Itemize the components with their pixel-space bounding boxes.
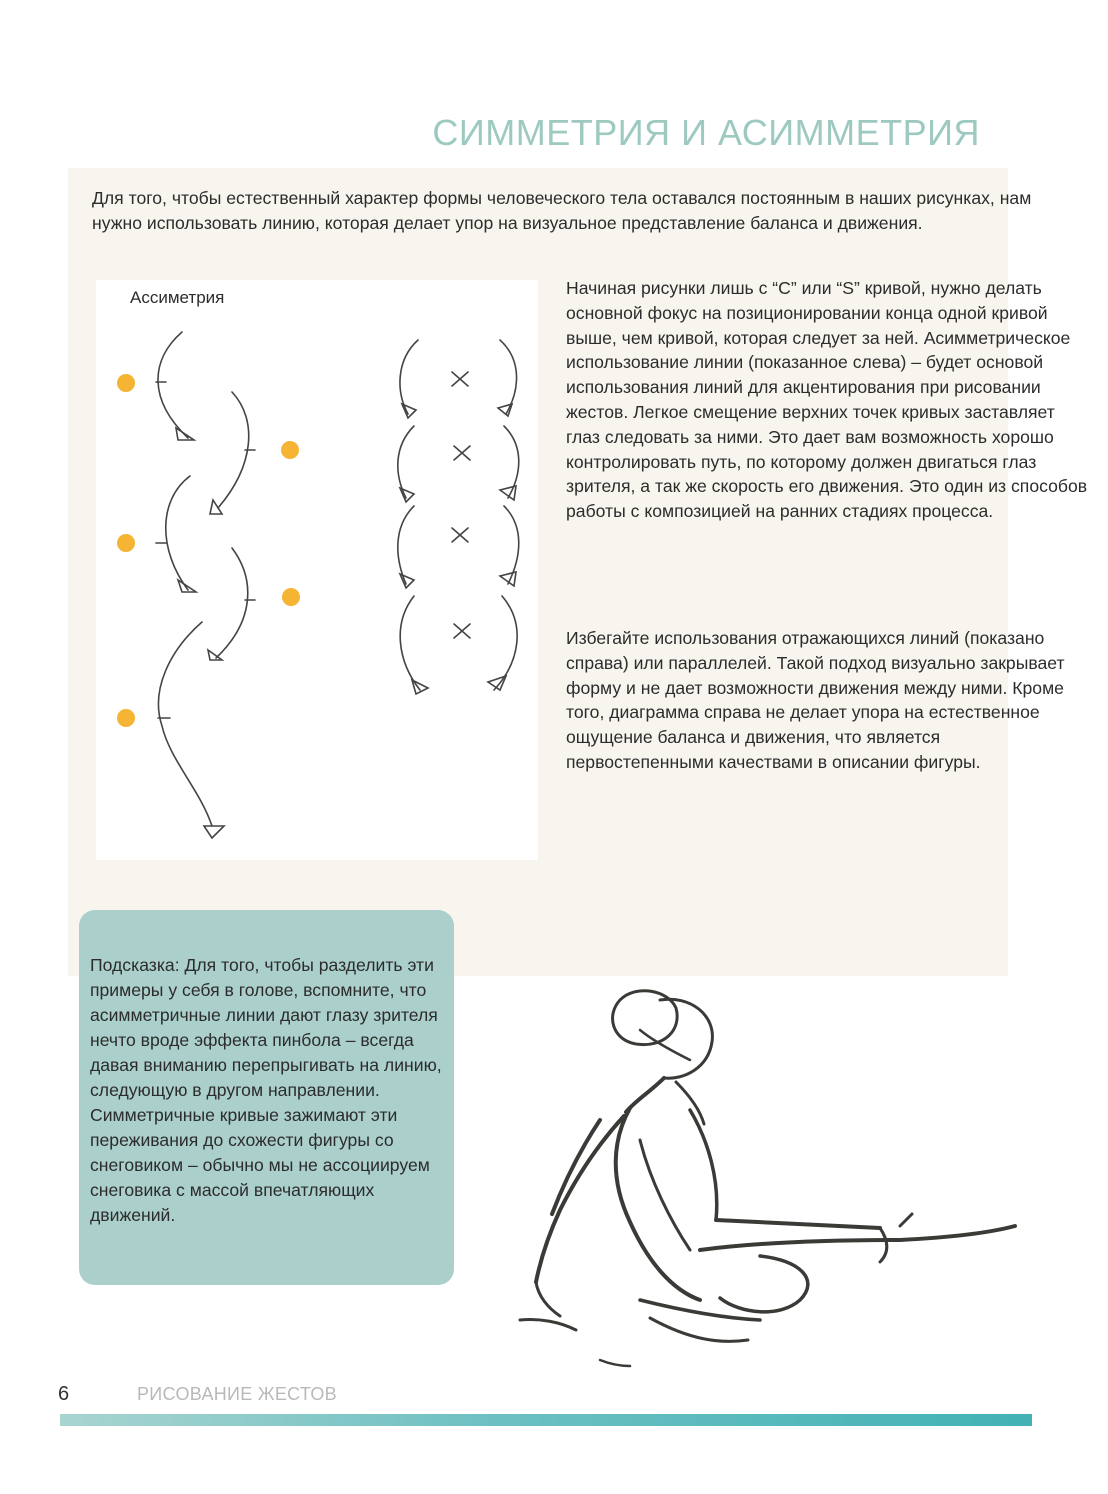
page-number: 6 [58, 1383, 70, 1405]
tip-text: Подсказка: Для того, чтобы разделить эти примеры у себя в голове, вспомните, что асимметричные линии дают глазу зрителя нечто вроде эффекта пинбола – всегда давая вниманию перепрыгивать на линию, следующую в другом направлении. Симметричные кривые зажимают эти переживания до схожести фигуры со снеговиком – обычно мы не ассоциируем снеговика с массой впечатляющих движений. [90, 955, 442, 1225]
footer-bar [60, 1414, 1032, 1426]
body-paragraph-1: Начиная рисунки лишь с “C” или “S” кривой, нужно делать основной фокус на позиционировании конца одной кривой выше, чем кривой, которая следует за ней. Асимметрическое использование линии (показанное слева) – будет основой использования линий для акцентирования при рисовании жестов. Легкое смещение верхних точек кривых заставляет глаз следовать за ними. Это дает вам возможность хорошо контролировать путь, по которому должен двигаться глаз зрителя, а так же скорость его движения. Это один из способов работы с композицией на ранних стадиях процесса. [566, 278, 1088, 522]
page-title: СИММЕТРИЯ И АСИММЕТРИЯ [432, 112, 980, 153]
intro-paragraph: Для того, чтобы естественный характер формы человеческого тела оставался постоянным в наших рисунках, нам нужно использовать линию, которая делает упор на визуальное представление баланса и движения. [92, 188, 1032, 233]
running-head: РИСОВАНИЕ ЖЕСТОВ [137, 1384, 337, 1404]
figure-label: Ассиметрия [130, 288, 225, 307]
body-paragraph-2: Избегайте использования отражающихся линий (показано справа) или параллелей. Такой подход визуально закрывает форму и не дает возможности движения между ними. Кроме того, диаграмма справа не делает упора на естественное ощущение баланса и движения, что является первостепенными качествами в описании фигуры. [566, 628, 1065, 772]
